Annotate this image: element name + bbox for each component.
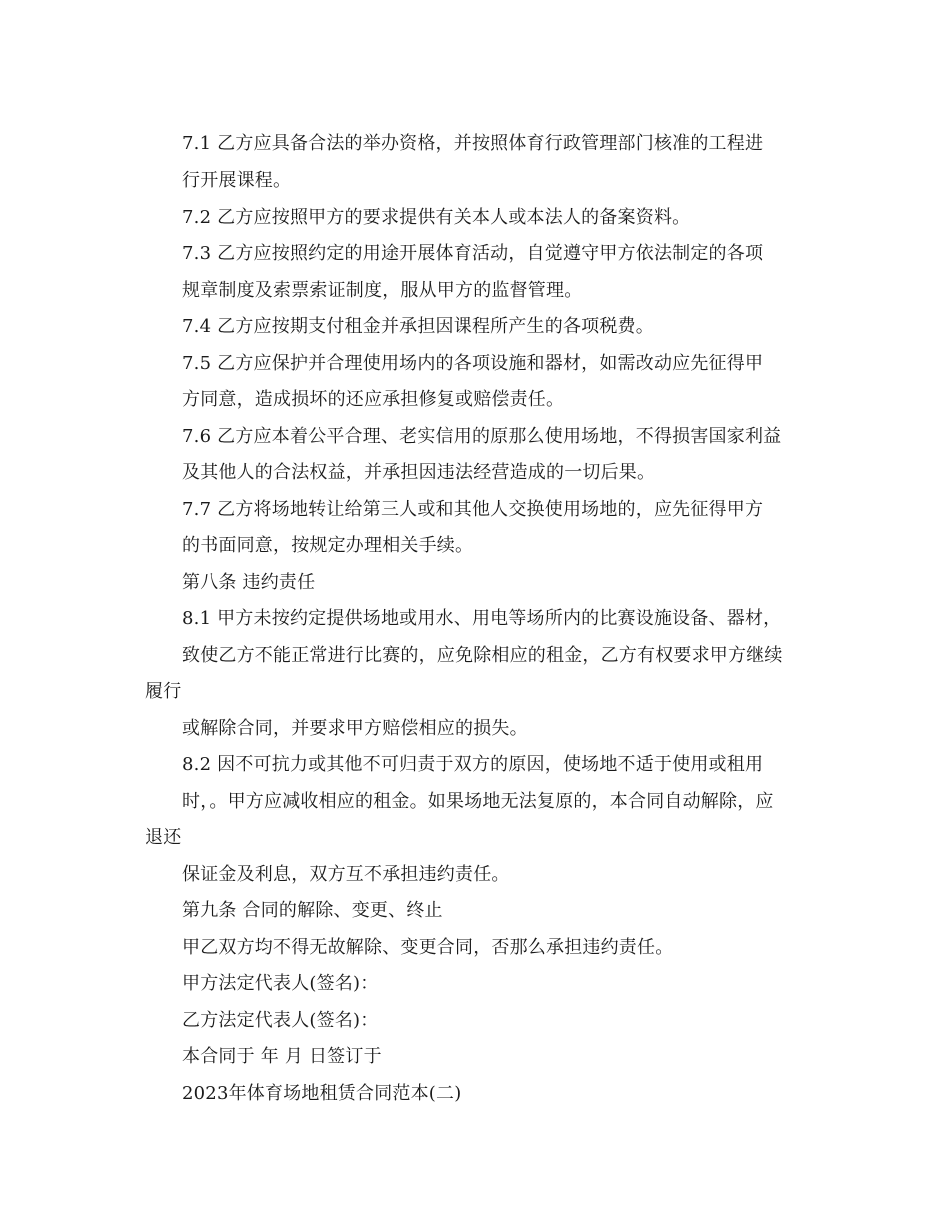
clause-8-2-line-2: 时，。甲方应减收相应的租金。如果场地无法复原的，本合同自动解除，应 <box>182 791 774 812</box>
section-8-heading: 第八条 违约责任 <box>182 572 316 593</box>
clause-8-1-line-2: 致使乙方不能正常进行比赛的，应免除相应的租金，乙方有权要求甲方继续 <box>182 645 783 666</box>
party-a-signature-label: 甲方法定代表人(签名)： <box>182 973 379 994</box>
section-9-text: 甲乙双方均不得无故解除、变更合同，否那么承担违约责任。 <box>182 937 674 958</box>
clause-7-7-line-1: 7.7 乙方将场地转让给第三人或和其他人交换使用场地的，应先征得甲方 <box>182 499 764 520</box>
clause-7-6-line-2: 及其他人的合法权益，并承担因违法经营造成的一切后果。 <box>182 462 656 483</box>
clause-7-1-line-2: 行开展课程。 <box>182 170 292 191</box>
clause-8-1-line-4: 或解除合同，并要求甲方赔偿相应的损失。 <box>182 718 528 739</box>
party-b-signature-label: 乙方法定代表人(签名)： <box>182 1010 379 1031</box>
clause-8-2-line-4: 保证金及利息，双方互不承担违约责任。 <box>182 864 510 885</box>
clause-7-6-line-1: 7.6 乙方应本着公平合理、老实信用的原那么使用场地，不得损害国家利益 <box>182 426 782 447</box>
clause-8-1-line-3: 履行 <box>145 681 182 702</box>
section-9-heading: 第九条 合同的解除、变更、终止 <box>182 900 443 921</box>
clause-7-2: 7.2 乙方应按照甲方的要求提供有关本人或本法人的备案资料。 <box>182 207 691 228</box>
clause-8-2-line-3: 退还 <box>145 827 182 848</box>
clause-8-2-line-1: 8.2 因不可抗力或其他不可归责于双方的原因，使场地不适于使用或租用 <box>182 754 764 775</box>
clause-7-7-line-2: 的书面同意，按规定办理相关手续。 <box>182 535 474 556</box>
clause-7-4: 7.4 乙方应按期支付租金并承担因课程所产生的各项税费。 <box>182 316 654 337</box>
clause-8-1-line-1: 8.1 甲方未按约定提供场地或用水、用电等场所内的比赛设施设备、器材， <box>182 608 782 629</box>
signing-date-line: 本合同于 年 月 日签订于 <box>182 1046 382 1067</box>
next-document-title: 2023年体育场地租赁合同范本(二) <box>182 1083 462 1104</box>
clause-7-5-line-1: 7.5 乙方应保护并合理使用场内的各项设施和器材，如需改动应先征得甲 <box>182 353 764 374</box>
clause-7-3-line-1: 7.3 乙方应按照约定的用途开展体育活动，自觉遵守甲方依法制定的各项 <box>182 243 764 264</box>
clause-7-1-line-1: 7.1 乙方应具备合法的举办资格，并按照体育行政管理部门核准的工程进 <box>182 133 764 154</box>
clause-7-3-line-2: 规章制度及索票索证制度，服从甲方的监督管理。 <box>182 280 583 301</box>
clause-7-5-line-2: 方同意，造成损坏的还应承担修复或赔偿责任。 <box>182 389 565 410</box>
